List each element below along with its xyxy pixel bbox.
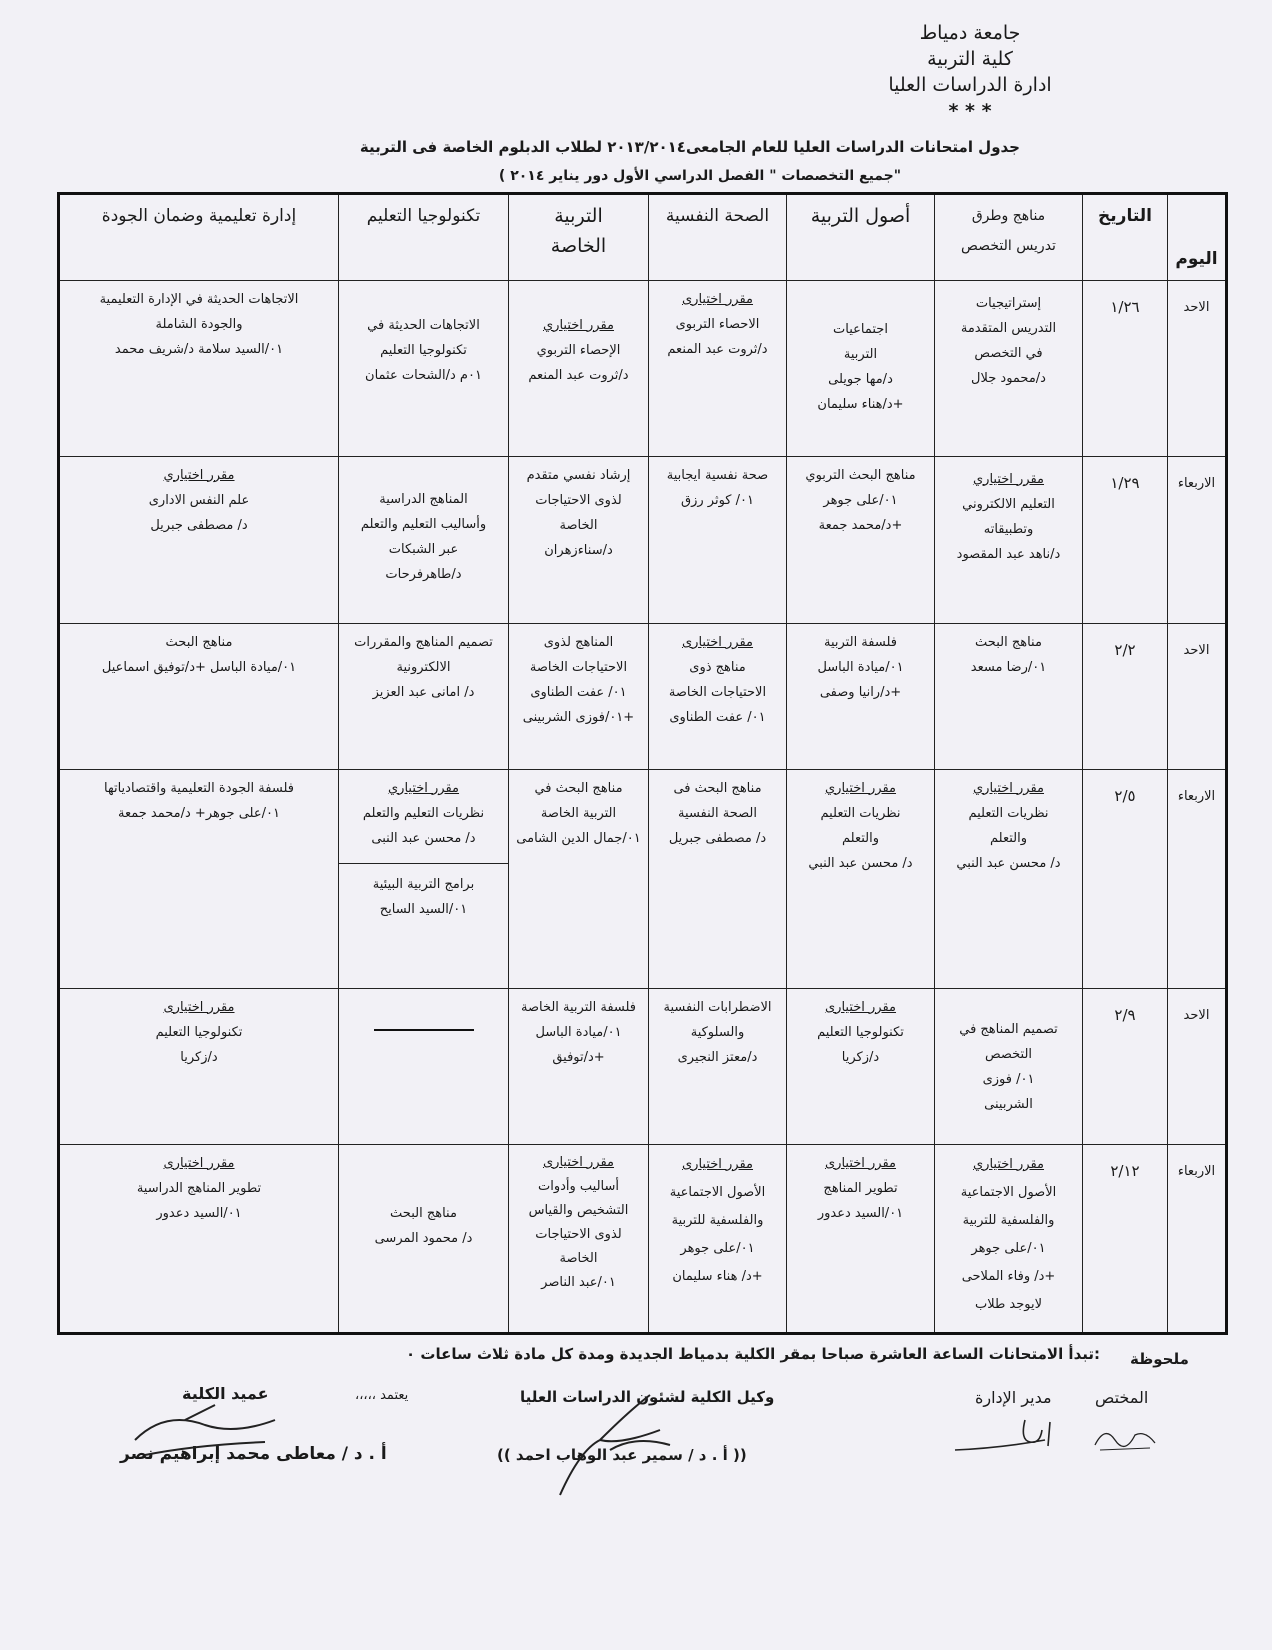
edtech-cell bbox=[339, 988, 509, 1144]
curricula-cell: مقرر اختياري التعليم الالكتروني وتطبيقاته د/ناهد عبد المقصود bbox=[935, 456, 1083, 623]
vice-dean-name: (( أ . د / سمير عبد الوهاب احمد )) bbox=[497, 1446, 747, 1464]
header-mental-health: الصحة النفسية bbox=[649, 194, 787, 281]
foundations-cell: مناهج البحث التربوي ٠١/على جوهر +د/محمد جمعة bbox=[787, 456, 935, 623]
day-cell: الاحد bbox=[1168, 280, 1227, 456]
dean-title: عميد الكلية bbox=[182, 1384, 269, 1403]
curricula-cell: إستراتيجيات التدريس المتقدمة في التخصص د/محمود جلال bbox=[935, 280, 1083, 456]
dean-name: أ . د / معاطى محمد إبراهيم نصر bbox=[120, 1444, 387, 1464]
day-cell: الاربعاء bbox=[1168, 1144, 1227, 1333]
special-education-cell: المناهج لذوى الاحتياجات الخاصة ٠١/ عفت الطناوى +٠١/فوزى الشربينى bbox=[509, 623, 649, 769]
day-cell: الاربعاء bbox=[1168, 769, 1227, 988]
date-cell: ٢/٩ bbox=[1083, 988, 1168, 1144]
header-foundations: أصول التربية bbox=[787, 194, 935, 281]
department-name: ادارة الدراسات العليا bbox=[888, 74, 1052, 96]
vice-dean-signature bbox=[540, 1390, 680, 1500]
day-cell: الاحد bbox=[1168, 623, 1227, 769]
note-text: :تبدأ الامتحانات الساعة العاشرة صباحا بمقر الكلية بدمياط الجديدة ومدة كل مادة ثلاث ساعات ٠ bbox=[406, 1345, 1100, 1363]
table-row bbox=[59, 1144, 1227, 1333]
schedule-title: جدول امتحانات الدراسات العليا للعام الجامعى٢٠١٣/٢٠١٤ لطلاب الدبلوم الخاصة فى التربية bbox=[359, 138, 1020, 156]
date-cell: ٢/١٢ bbox=[1083, 1144, 1168, 1333]
mental-health-cell: مقرر اختيارى الاحصاء التربوى د/ثروت عبد المنعم bbox=[649, 280, 787, 456]
special-education-cell: إرشاد نفسي متقدم لذوى الاحتياجات الخاصة د/سناءزهران bbox=[509, 456, 649, 623]
vice-dean-title: وكيل الكلية لشئون الدراسات العليا bbox=[520, 1388, 775, 1406]
admin-quality-cell: مقرر اختيارى تطوير المناهج الدراسية ٠١/السيد دعدور bbox=[59, 1144, 339, 1333]
header-special-education: التربية الخاصة bbox=[509, 194, 649, 281]
foundations-cell: مقرر اختيارى تكنولوجيا التعليم د/زكريا bbox=[787, 988, 935, 1144]
dean-signature bbox=[125, 1400, 285, 1470]
mental-health-cell: مقرر اختيارى مناهج ذوى الاحتياجات الخاصة ٠١/ عفت الطناوى bbox=[649, 623, 787, 769]
header-row bbox=[59, 194, 1227, 281]
special-education-cell: مقرر اختيارى أساليب وأدوات التشخيص والقياس لذوى الاحتياجات الخاصة ٠١/عبد الناصر bbox=[509, 1144, 649, 1333]
date-cell: ٢/٥ bbox=[1083, 769, 1168, 988]
schedule-subtitle: "جميع التخصصات " الفصل الدراسي الأول دور يناير ٢٠١٤ ) bbox=[498, 168, 902, 184]
admin-director-label: مدير الإدارة bbox=[975, 1388, 1052, 1407]
table-row bbox=[59, 280, 1227, 456]
edtech-cell: الاتجاهات الحديثة في تكنولوجيا التعليم ٠١م د/الشحات عثمان bbox=[339, 280, 509, 456]
admin-quality-cell: فلسفة الجودة التعليمية واقتصادياتها ٠١/على جوهر+ د/محمد جمعة bbox=[59, 769, 339, 988]
university-name: جامعة دمياط bbox=[919, 22, 1021, 44]
table-row bbox=[59, 988, 1227, 1144]
date-cell: ٢/٢ bbox=[1083, 623, 1168, 769]
admin-quality-cell: مقرر اختيارى تكنولوجيا التعليم د/زكريا bbox=[59, 988, 339, 1144]
foundations-cell: مقرر اختياري نظريات التعليم والتعلم د/ محسن عبد النبي bbox=[787, 769, 935, 988]
stars: * * * bbox=[948, 100, 992, 122]
header-date: التاريخ bbox=[1083, 194, 1168, 281]
note-label: ملحوظة bbox=[1130, 1350, 1189, 1368]
admin-quality-cell: الاتجاهات الحديثة في الإدارة التعليمية والجودة الشاملة ٠١/السيد سلامة د/شريف محمد bbox=[59, 280, 339, 456]
empty-slot-dash bbox=[374, 1029, 474, 1031]
special-education-cell: مقرر اختياري الإحصاء التربوي د/ثروت عبد المنعم bbox=[509, 280, 649, 456]
foundations-cell: فلسفة التربية ٠١/ميادة الباسل +د/رانيا وصفى bbox=[787, 623, 935, 769]
header-admin-quality: إدارة تعليمية وضمان الجودة bbox=[59, 194, 339, 281]
specialist-signature bbox=[1090, 1415, 1160, 1455]
edtech-cell: مقرر اختياري نظريات التعليم والتعلم د/ محسن عبد النبى برامج التربية البيئية ٠١/السيد السايح bbox=[339, 769, 509, 988]
date-cell: ١/٢٩ bbox=[1083, 456, 1168, 623]
mental-health-cell: الاضطرابات النفسية والسلوكية د/معتز النجيرى bbox=[649, 988, 787, 1144]
specialist-label: المختص bbox=[1095, 1388, 1149, 1407]
approve-label: يعتمد ،،،،، bbox=[355, 1388, 409, 1403]
mental-health-cell: مقرر اختيارى الأصول الاجتماعية والفلسفية للتربية ٠١/على جوهر +د/ هناء سليمان bbox=[649, 1144, 787, 1333]
admin-quality-cell: مقرر اختياري علم النفس الادارى د/ مصطفى جبريل bbox=[59, 456, 339, 623]
exam-schedule-table bbox=[57, 192, 1228, 1335]
day-cell: الاحد bbox=[1168, 988, 1227, 1144]
mental-health-cell: مناهج البحث فى الصحة النفسية د/ مصطفى جبريل bbox=[649, 769, 787, 988]
curricula-cell: مناهج البحث ٠١/رضا مسعد bbox=[935, 623, 1083, 769]
edtech-cell: مناهج البحث د/ محمود المرسى bbox=[339, 1144, 509, 1333]
edtech-cell: تصميم المناهج والمقررات الالكترونية د/ امانى عبد العزيز bbox=[339, 623, 509, 769]
table-row bbox=[59, 769, 1227, 988]
table-row bbox=[59, 623, 1227, 769]
date-cell: ١/٢٦ bbox=[1083, 280, 1168, 456]
header-edtech: تكنولوجيا التعليم bbox=[339, 194, 509, 281]
foundations-cell: مقرر اختيارى تطوير المناهج ٠١/السيد دعدور bbox=[787, 1144, 935, 1333]
letterhead bbox=[880, 20, 1060, 124]
admin-quality-cell: مناهج البحث ٠١/ميادة الباسل +د/توفيق اسماعيل bbox=[59, 623, 339, 769]
edtech-cell: المناهج الدراسية وأساليب التعليم والتعلم عبر الشبكات د/طاهرفرحات bbox=[339, 456, 509, 623]
header-day: اليوم bbox=[1168, 194, 1227, 281]
header-curricula: مناهج وطرق تدريس التخصص bbox=[935, 194, 1083, 281]
edtech-extra-course: برامج التربية البيئية ٠١/السيد السايح bbox=[339, 863, 508, 922]
day-cell: الاربعاء bbox=[1168, 456, 1227, 623]
table-row bbox=[59, 456, 1227, 623]
curricula-cell: مقرر اختياري الأصول الاجتماعية والفلسفية للتربية ٠١/على جوهر +د/ وفاء الملاحى لايوجد طلاب bbox=[935, 1144, 1083, 1333]
admin-director-signature bbox=[950, 1410, 1070, 1460]
special-education-cell: مناهج البحث في التربية الخاصة ٠١/جمال الدين الشامى bbox=[509, 769, 649, 988]
faculty-name: كلية التربية bbox=[927, 48, 1013, 70]
special-education-cell: فلسفة التربية الخاصة ٠١/ميادة الباسل +د/توفيق bbox=[509, 988, 649, 1144]
curricula-cell: تصميم المناهج في التخصص ٠١/ فوزى الشربينى bbox=[935, 988, 1083, 1144]
foundations-cell: اجتماعيات التربية د/مها جويلى +د/هناء سليمان bbox=[787, 280, 935, 456]
mental-health-cell: صحة نفسية ايجابية ٠١/ كوثر رزق bbox=[649, 456, 787, 623]
curricula-cell: مقرر اختياري نظريات التعليم والتعلم د/ محسن عبد النبي bbox=[935, 769, 1083, 988]
